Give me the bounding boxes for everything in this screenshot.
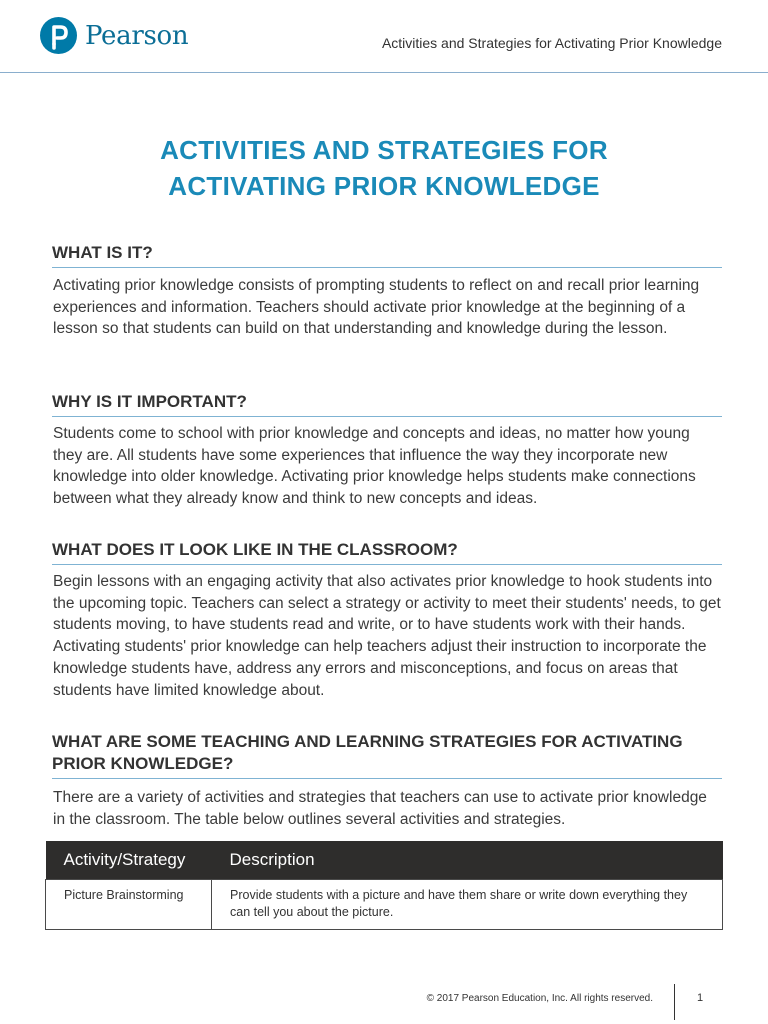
- table-cell-description: Provide students with a picture and have them share or write down everything they can tell you about the picture.: [212, 880, 723, 930]
- section-body-classroom: Begin lessons with an engaging activity that also activates prior knowledge to hook students into the upcoming topic. Teachers can select a strategy or activity to meet their students' needs, to get students moving, to have students read and write, or to have students work with their hands. Activating students' prior knowledge can help teachers adjust their instruction to incorporate the knowledge students have, address any errors and misconceptions, and focus on areas that students have limited knowledge about.: [53, 573, 721, 699]
- section-heading-strategies: WHAT ARE SOME TEACHING AND LEARNING STRATEGIES FOR ACTIVATING PRIOR KNOWLEDGE?: [52, 731, 722, 779]
- pearson-p-icon: [40, 17, 77, 54]
- table-cell-activity: Picture Brainstorming: [46, 880, 212, 930]
- page-title: [0, 132, 768, 204]
- section-body-why-important: Students come to school with prior knowledge and concepts and ideas, no matter how young they are. All students have some experiences that influence the way they incorporate new knowledge into older knowledge. Activating prior knowledge helps students make connections between what they already know and think to new concepts and ideas.: [53, 425, 696, 508]
- table-header-row: [46, 841, 723, 880]
- section-body-strategies: There are a variety of activities and strategies that teachers can use to activate prior knowledge in the classroom. The table below outlines several activities and strategies.: [53, 789, 707, 828]
- page-number: 1: [697, 992, 704, 1004]
- section-heading-what-is-it: WHAT IS IT?: [52, 242, 722, 268]
- page-title-line-2: ACTIVATING PRIOR KNOWLEDGE: [168, 171, 600, 201]
- page-title-line-1: ACTIVITIES AND STRATEGIES FOR: [160, 135, 608, 165]
- pearson-logo: [40, 17, 188, 54]
- section-body-what-is-it: Activating prior knowledge consists of prompting students to reflect on and recall prior learning experiences and information. Teachers should activate prior knowledge at the beginning of a lesson so that students can build on that understanding and knowledge during the lesson.: [53, 277, 700, 338]
- table-row: [46, 880, 723, 930]
- footer-divider: [674, 984, 675, 1020]
- section-heading-why-important: WHY IS IT IMPORTANT?: [52, 391, 722, 417]
- brand-name: Pearson: [85, 20, 189, 51]
- strategies-table: [45, 841, 723, 930]
- running-header-title: Activities and Strategies for Activating Prior Knowledge: [381, 35, 722, 51]
- table-header-description: Description: [212, 841, 723, 880]
- section-heading-classroom: WHAT DOES IT LOOK LIKE IN THE CLASSROOM?: [52, 539, 722, 565]
- page-header: [0, 0, 768, 73]
- table-header-activity: Activity/Strategy: [46, 841, 212, 880]
- footer-copyright: © 2017 Pearson Education, Inc. All rights reserved.: [426, 993, 653, 1004]
